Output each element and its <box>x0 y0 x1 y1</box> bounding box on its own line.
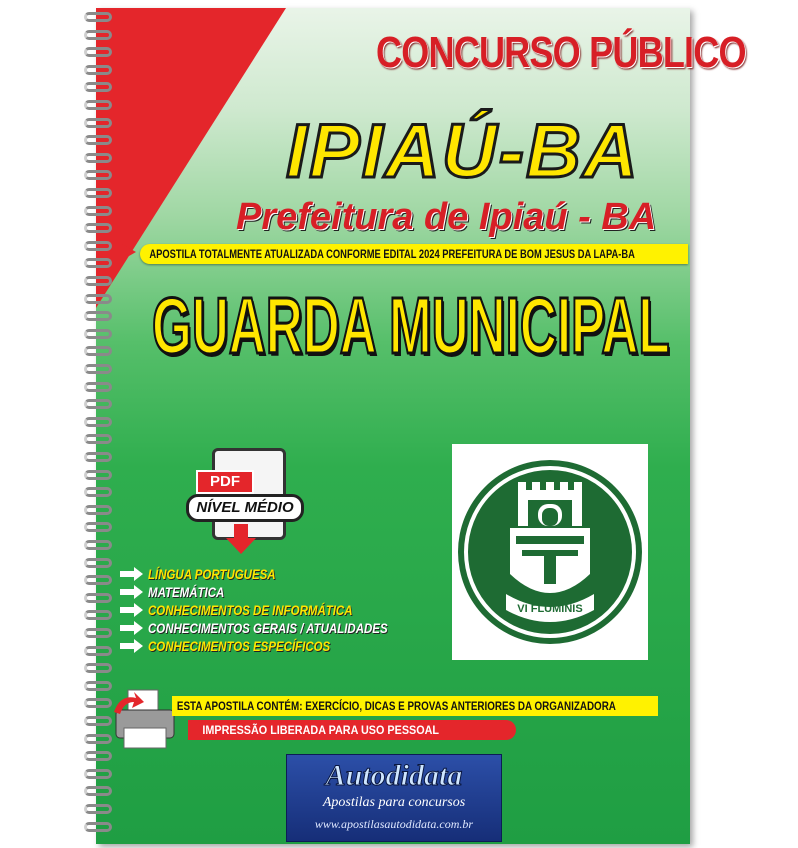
brand-name: Autodidata <box>325 759 463 792</box>
spiral-ring <box>84 329 112 339</box>
brand-tagline: Apostilas para concursos <box>322 795 466 810</box>
spiral-ring <box>84 153 112 163</box>
brand-logo <box>286 754 502 842</box>
subject-label: CONHECIMENTOS ESPECÍFICOS <box>148 638 331 654</box>
spiral-ring <box>84 434 112 444</box>
subject-label: MATEMÁTICA <box>148 584 225 600</box>
spiral-ring <box>84 118 112 128</box>
title-city: IPIAÚ-BA <box>286 109 640 194</box>
spiral-ring <box>84 593 112 603</box>
spiral-ring <box>84 170 112 180</box>
spiral-ring <box>84 100 112 110</box>
arrow-right-icon <box>120 571 136 577</box>
spiral-ring <box>84 346 112 356</box>
spiral-ring <box>84 382 112 392</box>
arrow-right-icon <box>120 643 136 649</box>
spiral-ring <box>84 505 112 515</box>
spiral-binding <box>80 8 120 844</box>
subject-label: LÍNGUA PORTUGUESA <box>148 566 276 582</box>
spiral-ring <box>84 452 112 462</box>
spiral-ring <box>84 223 112 233</box>
spiral-ring <box>84 698 112 708</box>
city-seal-icon <box>452 444 648 660</box>
spiral-ring <box>84 681 112 691</box>
subject-label: CONHECIMENTOS GERAIS / ATUALIDADES <box>148 620 388 636</box>
print-banner-text: IMPRESSÃO LIBERADA PARA USO PESSOAL <box>202 723 440 737</box>
spiral-ring <box>84 575 112 585</box>
spiral-ring <box>84 241 112 251</box>
spiral-ring <box>84 751 112 761</box>
spiral-ring <box>84 399 112 409</box>
spiral-ring <box>84 628 112 638</box>
update-banner <box>140 244 688 264</box>
pdf-label: PDF <box>196 470 254 494</box>
arrow-right-icon <box>122 244 136 260</box>
spiral-ring <box>84 188 112 198</box>
spiral-ring <box>84 12 112 22</box>
seal-motto: VI FLUMINIS <box>517 603 583 615</box>
spiral-ring <box>84 417 112 427</box>
spiral-ring <box>84 522 112 532</box>
content-banner <box>172 696 658 716</box>
spiral-ring <box>84 716 112 726</box>
spiral-ring <box>84 65 112 75</box>
spiral-ring <box>84 47 112 57</box>
spiral-ring <box>84 734 112 744</box>
print-banner <box>188 720 516 740</box>
arrow-right-icon <box>120 607 136 613</box>
pdf-badge <box>192 448 292 558</box>
spiral-ring <box>84 804 112 814</box>
title-prefeitura: Prefeitura de Ipiaú - BA <box>236 196 657 238</box>
title-concurso-publico: CONCURSO PÚBLICO <box>376 28 746 77</box>
arrow-right-icon <box>120 625 136 631</box>
spiral-ring <box>84 206 112 216</box>
spiral-ring <box>84 311 112 321</box>
spiral-ring <box>84 822 112 832</box>
content-banner-text: ESTA APOSTILA CONTÉM: EXERCÍCIO, DICAS E PROVAS ANTERIORES DA ORGANIZADORA <box>176 699 616 713</box>
spiral-ring <box>84 276 112 286</box>
city-seal-box <box>452 444 648 660</box>
printer-icon <box>110 684 180 754</box>
level-label: NÍVEL MÉDIO <box>186 494 304 522</box>
spiral-ring <box>84 82 112 92</box>
spiral-ring <box>84 540 112 550</box>
position-title: GUARDA MUNICIPAL <box>152 281 670 370</box>
book-cover <box>96 8 746 844</box>
spiral-ring <box>84 135 112 145</box>
spiral-ring <box>84 558 112 568</box>
spiral-ring <box>84 769 112 779</box>
spiral-ring <box>84 30 112 40</box>
brand-url: www.apostilasautodidata.com.br <box>314 817 474 831</box>
spiral-ring <box>84 294 112 304</box>
spiral-ring <box>84 364 112 374</box>
spiral-ring <box>84 786 112 796</box>
spiral-ring <box>84 470 112 480</box>
arrow-right-icon <box>120 589 136 595</box>
spiral-ring <box>84 610 112 620</box>
subject-label: CONHECIMENTOS DE INFORMÁTICA <box>148 602 353 618</box>
spiral-ring <box>84 646 112 656</box>
spiral-ring <box>84 663 112 673</box>
spiral-ring <box>84 487 112 497</box>
spiral-ring <box>84 258 112 268</box>
update-banner-text: APOSTILA TOTALMENTE ATUALIZADA CONFORME EDITAL 2024 PREFEITURA DE BOM JESUS DA LAPA-BA <box>149 247 635 261</box>
